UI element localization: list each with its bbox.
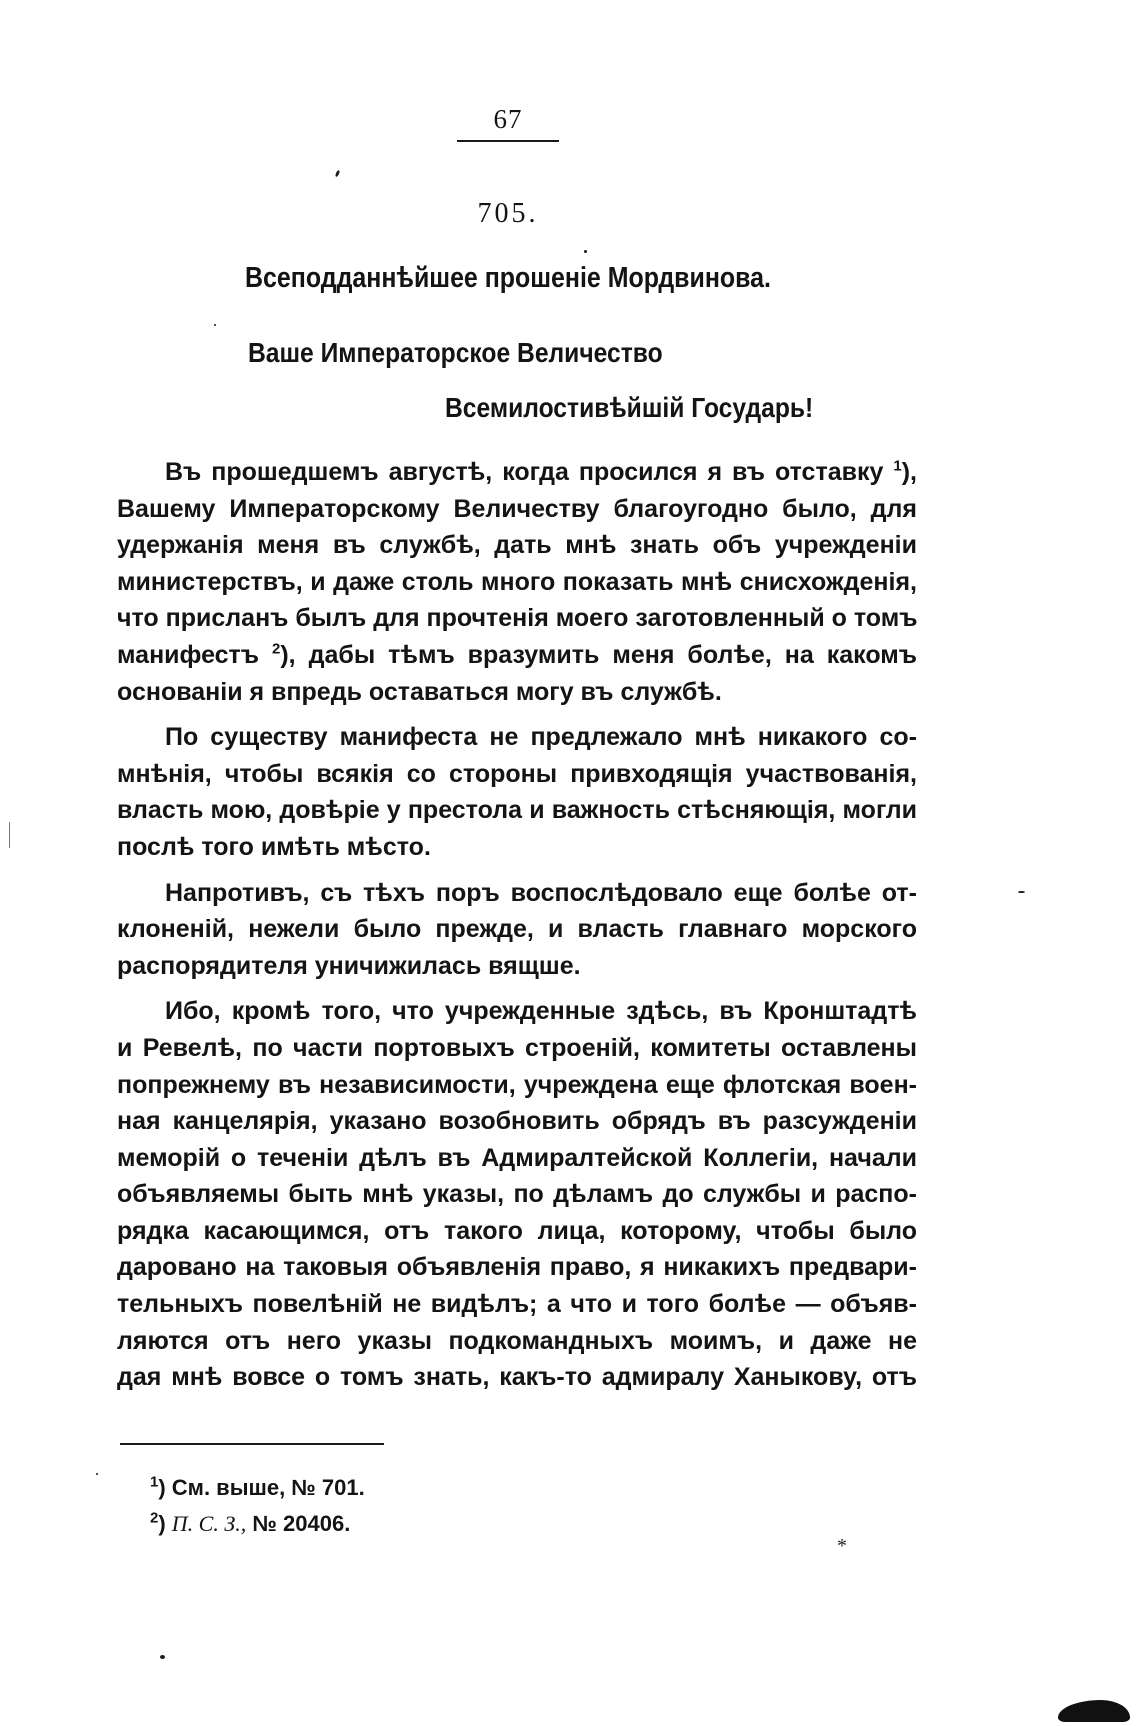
ink-blot (1058, 1700, 1130, 1722)
text-line: попрежнему въ независимости, учреждена еще флотская воен- (117, 1070, 917, 1099)
body-text (117, 454, 917, 1396)
address: Всемилостивѣйшій Государь! (445, 392, 814, 423)
scan-speck (9, 822, 10, 848)
text-line: Ибо, кромѣ того, что учрежденные здѣсь, въ Кронштадтѣ (165, 997, 917, 1026)
scan-speck (584, 250, 587, 253)
footnote-1: $^1$) См. выше, № 701. (150, 1473, 365, 1500)
text-line: что присланъ былъ для прочтенія моего заготовленный о томъ (117, 604, 918, 633)
scan-speck (1018, 891, 1025, 893)
text-line: основаніи я впредь оставаться могу въ службѣ. (117, 677, 722, 706)
text-line: тельныхъ повелѣній не видѣлъ; а что и того болѣе — объяв- (117, 1290, 917, 1319)
text-line: послѣ того имѣть мѣсто. (117, 832, 431, 861)
text-line: дая мнѣ вовсе о томъ знать, какъ-то адмиралу Ханыкову, отъ (117, 1363, 917, 1392)
text-line: распорядителя уничижилась вящше. (117, 951, 581, 980)
text-line: объявляемы быть мнѣ указы, по дѣламъ до службы и распо- (117, 1180, 917, 1209)
footnote-ref-2: 2 (272, 640, 281, 658)
text-line: меморій о теченіи дѣлъ въ Адмиралтейской Коллегіи, начали (117, 1143, 917, 1172)
text-line: удержанія меня въ службѣ, дать мнѣ знать объ учрежденіи (117, 531, 917, 560)
text-line: и Ревелѣ, по части портовыхъ строеній, комитеты оставлены (117, 1033, 917, 1062)
text-line: даровано на таковыя объявленія право, я никакихъ предвари- (117, 1253, 917, 1282)
document-number: 705. (477, 198, 539, 229)
text-line: власть мою, довѣріе у престола и важность стѣсняющія, могли (117, 796, 917, 825)
text-line: Въ прошедшемъ августѣ, когда просился я въ отставку $^1$), (165, 457, 917, 486)
scan-speck (335, 170, 341, 178)
text-line: ная канцелярія, указано возобновить обрядъ въ разсужденіи (117, 1107, 917, 1136)
text-line: клоненій, нежели было прежде, и власть главнаго морского (117, 915, 917, 944)
page-number-underline (457, 140, 559, 142)
footnotes (150, 1470, 365, 1542)
star-mark: * (837, 1535, 847, 1557)
text-line: По существу манифеста не предлежало мнѣ никакого со- (165, 723, 917, 752)
footnote-separator (120, 1443, 384, 1445)
salutation: Ваше Императорское Величество (248, 337, 663, 368)
page-number: 67 (493, 104, 523, 134)
text-line: Вашему Императорскому Величеству благоугодно было, для (117, 494, 917, 523)
text-line: Напротивъ, съ тѣхъ поръ воспослѣдовало еще болѣе от- (165, 878, 917, 907)
footnote-ref-1: 1 (893, 457, 902, 475)
text-line: министерствъ, и даже столь много показать мнѣ снисхожденія, (117, 567, 917, 596)
text-line: ляются отъ него указы подкомандныхъ моимъ, и даже не (117, 1326, 917, 1355)
text-line: манифестъ $^2$), дабы тѣмъ вразумить меня болѣе, на какомъ (117, 640, 917, 669)
text-line: мнѣнія, чтобы всякія со стороны привходящія участвованія, (117, 759, 917, 788)
scan-speck (96, 1473, 98, 1475)
scan-speck (160, 1655, 165, 1659)
scan-speck (214, 324, 216, 326)
document-title: Всеподданнѣйшее прошеніе Мордвинова. (245, 262, 771, 294)
footnote-2: $^2$) П. С. З., № 20406. (150, 1509, 351, 1536)
text-line: рядка касающимся, отъ такого лица, которому, чтобы было (117, 1216, 917, 1245)
